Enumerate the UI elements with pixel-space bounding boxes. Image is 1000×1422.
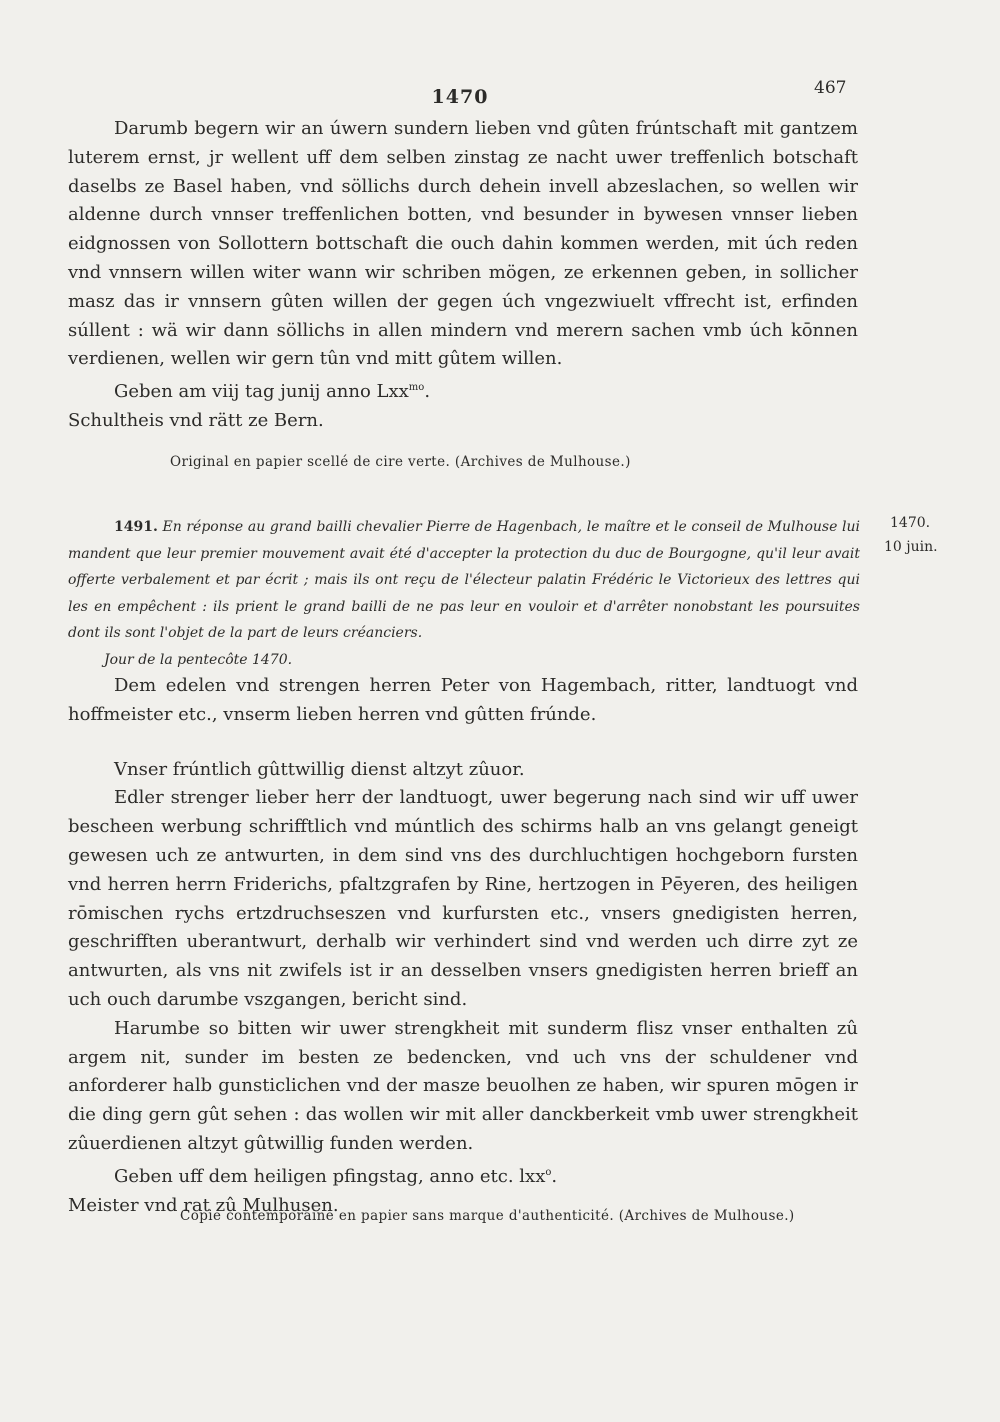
entry-date: Jour de la pentecôte 1470. bbox=[104, 651, 293, 668]
letter-date bbox=[68, 374, 858, 407]
margin-year: 1470. bbox=[890, 515, 931, 531]
letter-greeting: Vnser frúntlich gûttwillig dienst altzyt zûuor. bbox=[114, 758, 525, 780]
letter-signature: Schultheis vnd rätt ze Bern. bbox=[68, 409, 324, 431]
entry-number: 1491. bbox=[114, 519, 158, 535]
letter-date-end: . bbox=[424, 381, 431, 403]
entry-summary-text: En réponse au grand bailli chevalier Pierre de Hagenbach, le maître et le conseil de Mulhouse lui mandent que leur premier mouvement avait été d'accepter la protection du duc de Bourgogne, qu'il leur avait offerte verbalement et par écrit ; mais ils ont reçu de l'électeur palatin Frédéric le Victorieux des lettres qui les en empêchent : ils prient le grand bailli de ne pas leur en vouloir et d'arrêter nonobstant les poursuites dont ils sont l'objet de la part de leurs créanciers. bbox=[68, 519, 860, 642]
letter-mulhouse bbox=[68, 672, 858, 1220]
source-note: Copie contemporaine en papier sans marque d'authenticité. (Archives de Mulhouse.) bbox=[180, 1208, 795, 1224]
letter-signature: Meister vnd rat zû Mulhusen. bbox=[68, 1194, 339, 1216]
letter-paragraph: Harumbe so bitten wir uwer strengkheit mit sunderm flisz vnser enthalten zû argem nit, sunder im besten ze bedencken, vnd uch vns der schuldener vnd anforderer halb gunsticlichen vnd der masze beuolhen ze haben, wir spuren mōgen ir die ding gern gût sehen : das wollen wir mit aller danckberkeit vmb uwer strengkheit zûuerdienen altzyt gûtwillig funden werden. bbox=[68, 1017, 858, 1154]
letter-address: Dem edelen vnd strengen herren Peter von Hagembach, ritter, landtuogt vnd hoffmeister etc., vnserm lieben herren vnd gûtten frúnde. bbox=[68, 675, 858, 725]
register-entry bbox=[68, 514, 860, 674]
letter-paragraph: Edler strenger lieber herr der landtuogt, uwer begerung nach sind wir uff uwer bescheen werbung schrifftlich vnd múntlich des schirms halb an vns gelangt geneigt gewesen uch ze antwurten, in dem sind vns des durchluchtigen hochgeborn fursten vnd herren herrn Friderichs, pfaltzgrafen by Rine, hertzogen in Pēyeren, des heiligen rōmischen rychs ertzdruchseszen vnd kurfursten etc., vnsers gnedigisten herren, geschrifften uberantwurt, derhalb wir verhindert sind vnd werden uch dirre zyt ze antwurten, als vns nit zwifels ist ir an desselben vnsers gnedigisten herren brieff an uch ouch darumbe vszgangen, bericht sind. bbox=[68, 787, 858, 1010]
letter-date-text: Geben uff dem heiligen pfingstag, anno etc. lxx bbox=[114, 1165, 546, 1187]
letter-paragraph: Darumb begern wir an úwern sundern lieben vnd gûten frúntschaft mit gantzem luterem ernst, jr wellent uff dem selben zinstag ze nacht uwer treffenlich botschaft daselbs ze Basel haben, vnd söllichs durch dehein invell abzeslachen, so wellen wir aldenne durch vnnser treffenlichen botten, vnd besunder in bywesen vnnser lieben eidgnossen von Sollottern bottschaft die ouch dahin kommen werden, mit úch reden vnd vnnsern willen witer wann wir schriben mögen, ze erkennen geben, in sollicher masz das ir vnnsern gûten willen der gegen úch vngezwiuelt vffrecht ist, erfinden súllent : wä wir dann söllichs in allen mindern vnd merern sachen vmb úch kōnnen verdienen, wellen wir gern tûn vnd mitt gûtem willen. bbox=[68, 118, 858, 370]
source-note: Original en papier scellé de cire verte. (Archives de Mulhouse.) bbox=[170, 454, 631, 470]
margin-date bbox=[884, 511, 938, 559]
letter-date-superscript: o bbox=[545, 1166, 552, 1178]
entry-summary bbox=[68, 514, 860, 647]
running-header-year: 1470 bbox=[431, 86, 489, 108]
letter-date bbox=[68, 1159, 858, 1192]
margin-day: 10 juin. bbox=[884, 539, 938, 555]
letter-bern bbox=[68, 115, 858, 436]
page-number: 467 bbox=[814, 78, 847, 98]
letter-date-end: . bbox=[551, 1165, 558, 1187]
letter-date-superscript: mo bbox=[408, 382, 425, 394]
letter-date-text: Geben am viij tag junij anno Lxx bbox=[114, 381, 409, 403]
